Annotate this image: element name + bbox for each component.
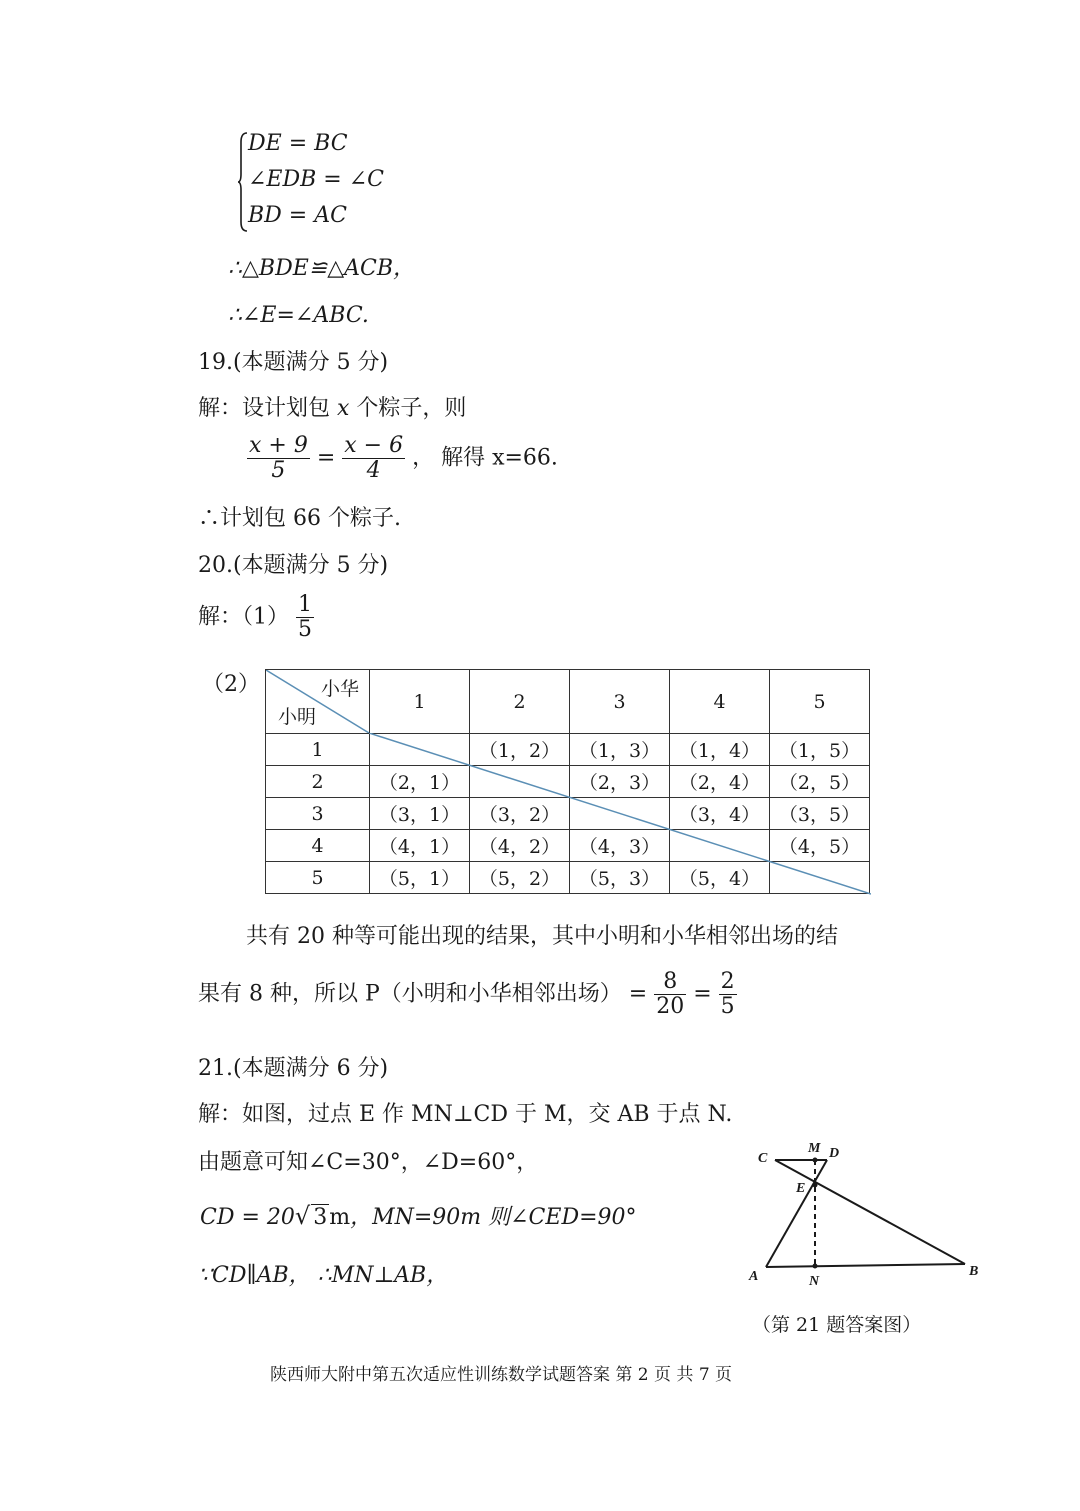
q20-p-fraction (654, 970, 686, 1019)
q20-p-num: 8 (663, 969, 678, 994)
q20-part1-fraction (296, 593, 314, 642)
table-cell: （5，3） (570, 862, 670, 894)
table-cell: （4，5） (770, 830, 870, 862)
q21-line3-rest: ，MN=90m 则∠CED=90° (350, 1205, 637, 1230)
q20-part1-num: 1 (298, 592, 312, 617)
table-cell: （2，3） (570, 766, 670, 798)
table-cell: （3，4） (670, 798, 770, 830)
col-header: 3 (570, 670, 670, 734)
point-n (813, 1264, 818, 1269)
conclusion-angle: ∴∠E=∠ABC. (228, 303, 369, 328)
corner-bottom-label: 小明 (278, 706, 317, 728)
table-cell: （1，3） (570, 734, 670, 766)
q20-p-den: 20 (656, 994, 685, 1020)
row-label: 3 (266, 798, 370, 830)
q21-figure (740, 1138, 990, 1298)
q19-lhs-fraction (247, 434, 310, 483)
q19-rhs-fraction (342, 434, 405, 483)
q19-lhs-num: x + 9 (249, 433, 308, 458)
q19-intro-suffix: 个粽子，则 (349, 396, 467, 421)
q19-lhs-den: 5 (247, 458, 310, 483)
table-cell: （2，1） (370, 766, 470, 798)
q21-title: 21.(本题满分 6 分) (198, 1056, 389, 1081)
q20-summary-line2 (198, 970, 737, 1019)
label-e: E (796, 1181, 806, 1196)
segment-cb (775, 1160, 965, 1264)
system-line-1: DE = BC (248, 131, 348, 156)
q20-part2-label: （2） (202, 672, 260, 697)
point-m (813, 1158, 818, 1163)
table-cell: （2，4） (670, 766, 770, 798)
table-cell: （3，1） (370, 798, 470, 830)
q20-part1-den: 5 (298, 617, 312, 643)
table-header-row (266, 670, 870, 734)
label-b: B (969, 1264, 979, 1279)
q21-line1: 解：如图，过点 E 作 MN⊥CD 于 M，交 AB 于点 N. (198, 1102, 733, 1127)
col-header: 2 (470, 670, 570, 734)
q20-r-den: 5 (720, 994, 735, 1020)
table-cell: （4，3） (570, 830, 670, 862)
sqrt-symbol: √ (294, 1202, 311, 1230)
table-cell: （5，2） (470, 862, 570, 894)
col-header: 1 (370, 670, 470, 734)
table-corner-cell (266, 670, 370, 734)
table-cell: （3，2） (470, 798, 570, 830)
row-label: 5 (266, 862, 370, 894)
q19-solve: ， 解得 x=66. (412, 445, 558, 471)
table-cell: （1，5） (770, 734, 870, 766)
col-header: 4 (670, 670, 770, 734)
segment-da (766, 1160, 827, 1267)
table-cell: （2，5） (770, 766, 870, 798)
table-cell: （4，1） (370, 830, 470, 862)
row-label: 4 (266, 830, 370, 862)
q19-conclusion: ∴计划包 66 个粽子. (198, 506, 401, 531)
q19-equals: = (316, 445, 336, 471)
q20-summary-text: 果有 8 种，所以 P（小明和小华相邻出场） (198, 981, 622, 1007)
q20-r-fraction (719, 970, 737, 1019)
row-label: 2 (266, 766, 370, 798)
q21-line3 (200, 1202, 637, 1231)
q19-rhs-den: 4 (342, 458, 405, 483)
q19-intro (198, 396, 466, 422)
corner-top-label: 小华 (320, 678, 359, 700)
q19-equation (247, 434, 558, 483)
point-e (813, 1183, 818, 1188)
label-d: D (829, 1146, 840, 1161)
table-cell: （4，2） (470, 830, 570, 862)
table-diagonal-line (369, 733, 871, 895)
q19-rhs-num: x − 6 (344, 433, 404, 458)
q21-cd-radicand: 3 (313, 1205, 328, 1230)
q21-cd-unit: m (329, 1205, 351, 1230)
q20-summary-line1: 共有 20 种等可能出现的结果，其中小明和小华相邻出场的结 (246, 924, 838, 949)
q21-cd-prefix: CD = 20 (200, 1205, 295, 1230)
label-c: C (758, 1151, 768, 1166)
table-cell: （3，5） (770, 798, 870, 830)
table-cell: （5，1） (370, 862, 470, 894)
q21-line2: 由题意可知∠C=30°，∠D=60°， (198, 1150, 539, 1175)
q19-intro-var: x (337, 396, 350, 421)
label-n: N (809, 1274, 820, 1289)
system-line-2: ∠EDB = ∠C (248, 167, 384, 192)
q19-intro-prefix: 解：设计划包 (198, 396, 337, 421)
q20-equals-1: = (628, 981, 648, 1007)
label-a: A (749, 1269, 759, 1284)
col-header: 5 (770, 670, 870, 734)
q20-part1 (198, 593, 314, 642)
q20-r-num: 2 (720, 969, 735, 994)
q20-title: 20.(本题满分 5 分) (198, 553, 389, 578)
conclusion-congruent: ∴△BDE≌△ACB， (228, 256, 416, 281)
q21-line4: ∵CD∥AB， ∴MN⊥AB， (198, 1263, 449, 1288)
q20-part1-label: 解：（1） (198, 604, 289, 630)
page-footer: 陕西师大附中第五次适应性训练数学试题答案 第 2 页 共 7 页 (270, 1365, 733, 1385)
system-line-3: BD = AC (248, 203, 347, 228)
table-cell: （5，4） (670, 862, 770, 894)
row-label: 1 (266, 734, 370, 766)
label-m: M (808, 1141, 821, 1156)
table-cell: （1，2） (470, 734, 570, 766)
q20-equals-2: = (693, 981, 712, 1007)
left-brace (238, 132, 248, 232)
q21-figure-caption: （第 21 题答案图） (752, 1314, 922, 1336)
q19-title: 19.(本题满分 5 分) (198, 350, 389, 375)
segment-ab (766, 1264, 965, 1267)
table-cell: （1，4） (670, 734, 770, 766)
